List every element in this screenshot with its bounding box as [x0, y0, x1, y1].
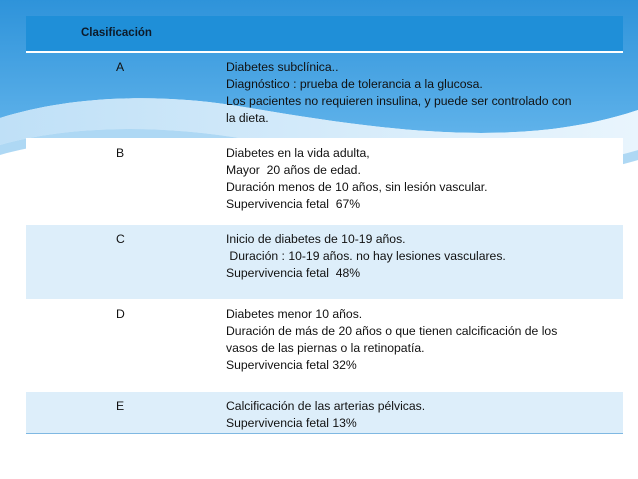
- description-line: Duración : 10-19 años. no hay lesiones vasculares.: [226, 249, 506, 263]
- description-line: Supervivencia fetal 32%: [226, 358, 357, 372]
- row-description: [226, 231, 623, 299]
- row-class: D: [116, 307, 125, 321]
- row-description: [226, 145, 623, 224]
- description-line: Los pacientes no requieren insulina, y puede ser controlado con: [226, 94, 572, 108]
- description-line: vasos de las piernas o la retinopatía.: [226, 341, 425, 355]
- description-line: Calcificación de las arterias pélvicas.: [226, 399, 426, 413]
- row-class: E: [116, 399, 125, 413]
- table-row: [26, 53, 623, 139]
- table-row: [26, 225, 623, 300]
- table-row: [26, 139, 623, 225]
- row-description: [226, 59, 623, 138]
- row-description: [226, 398, 623, 433]
- table-row: [26, 300, 623, 392]
- row-class: A: [116, 60, 125, 74]
- row-description: [226, 306, 623, 391]
- description-line: Supervivencia fetal 48%: [226, 266, 361, 280]
- classification-table: [26, 16, 623, 434]
- row-class: C: [116, 232, 125, 246]
- description-line: la dieta.: [226, 111, 269, 125]
- description-line: Diagnóstico : prueba de tolerancia a la glucosa.: [226, 77, 483, 91]
- table-row: [26, 392, 623, 434]
- description-line: Duración menos de 10 años, sin lesión vascular.: [226, 180, 488, 194]
- row-class: B: [116, 146, 125, 160]
- description-line: Duración de más de 20 años o que tienen calcificación de los: [226, 324, 558, 338]
- description-line: Diabetes subclínica..: [226, 60, 339, 74]
- description-line: Diabetes menor 10 años.: [226, 307, 363, 321]
- description-line: Supervivencia fetal 13%: [226, 416, 357, 430]
- table-header: [26, 16, 623, 53]
- description-line: Diabetes en la vida adulta,: [226, 146, 370, 160]
- header-classification: Clasificación: [81, 27, 152, 39]
- description-line: Inicio de diabetes de 10-19 años.: [226, 232, 406, 246]
- description-line: Mayor 20 años de edad.: [226, 163, 361, 177]
- description-line: Supervivencia fetal 67%: [226, 197, 361, 211]
